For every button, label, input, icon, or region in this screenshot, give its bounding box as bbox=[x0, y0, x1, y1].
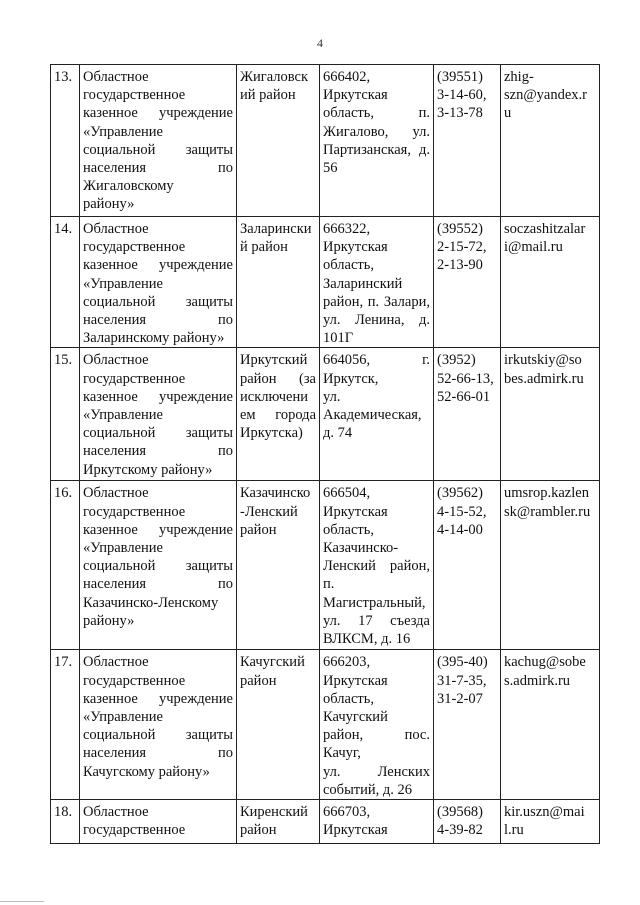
organization-name-line: населения по bbox=[83, 160, 233, 177]
organization-name-line: государственное bbox=[83, 503, 186, 520]
phone-numbers-line: 3-13-78 bbox=[437, 105, 483, 122]
organization-name-line: Казачинско-Ленскому bbox=[83, 594, 219, 611]
email-address-line: i@mail.ru bbox=[504, 239, 563, 256]
organization-name-line: «Управление bbox=[83, 540, 163, 557]
organization-name-line: населения по bbox=[83, 745, 233, 762]
district-name-line: Иркутский bbox=[240, 352, 308, 369]
phone-numbers-line: 3-14-60, bbox=[437, 87, 487, 104]
table-body bbox=[51, 65, 600, 844]
district-name-line: -Ленский bbox=[240, 503, 298, 520]
email-address-line: l.ru bbox=[504, 822, 524, 839]
postal-address-line: 666203, bbox=[323, 654, 371, 671]
postal-address-line: область, п. bbox=[323, 105, 430, 122]
postal-address bbox=[320, 650, 434, 800]
district-name-line: Киренский bbox=[240, 804, 308, 821]
table-row bbox=[51, 217, 600, 348]
district-name-line: исключени bbox=[240, 388, 309, 405]
postal-address-line: Партизанская, д. bbox=[323, 141, 430, 158]
organization-name-line: населения по bbox=[83, 312, 233, 329]
postal-address-line: ул. Ленских bbox=[323, 763, 430, 780]
organization-name-line: «Управление bbox=[83, 275, 163, 292]
phone-numbers-line: 52-66-01 bbox=[437, 388, 491, 405]
organization-name-line: «Управление bbox=[83, 123, 163, 140]
postal-address-line: район, пос. bbox=[323, 727, 430, 744]
phone-numbers bbox=[434, 800, 501, 844]
postal-address bbox=[320, 800, 434, 844]
postal-address bbox=[320, 481, 434, 650]
district-name-line: район (за bbox=[240, 370, 316, 387]
postal-address-line: Иркутская bbox=[323, 87, 388, 104]
organization-name bbox=[80, 650, 237, 800]
district-name-line: Качугский bbox=[240, 654, 305, 671]
postal-address-line: район, п. Залари, bbox=[323, 293, 430, 310]
organization-name bbox=[80, 348, 237, 481]
postal-address-line: Иркутск, bbox=[323, 370, 379, 387]
organization-name-line: району» bbox=[83, 612, 135, 629]
row-number: 16. bbox=[51, 481, 80, 650]
postal-address-line: область, bbox=[323, 257, 374, 274]
postal-address-line: 666322, bbox=[323, 221, 371, 237]
organization-name bbox=[80, 800, 237, 844]
district-name-line: район bbox=[240, 521, 277, 538]
phone-numbers-line: 2-15-72, bbox=[437, 239, 487, 256]
postal-address-line: Ленский район, bbox=[323, 558, 430, 575]
email-address-line: zhig- bbox=[504, 69, 534, 85]
organization-name-line: Областное bbox=[83, 654, 149, 671]
postal-address-line: Жигалово, ул. bbox=[323, 123, 430, 140]
district-name-line: Казачинско bbox=[240, 485, 311, 502]
postal-address-line: Заларинский bbox=[323, 275, 403, 292]
postal-address-line: 666504, bbox=[323, 485, 371, 502]
organization-name-line: Областное bbox=[83, 485, 149, 502]
district-name bbox=[237, 800, 320, 844]
social-protection-offices-table bbox=[50, 64, 600, 844]
district-name bbox=[237, 65, 320, 217]
postal-address-line: ул. 17 съезда bbox=[323, 612, 430, 629]
phone-numbers-line: 31-2-07 bbox=[437, 690, 483, 707]
organization-name-line: социальной защиты bbox=[83, 425, 233, 442]
postal-address-line: д. 74 bbox=[323, 425, 353, 442]
email-address bbox=[501, 348, 600, 481]
district-name bbox=[237, 650, 320, 800]
organization-name-line: населения по bbox=[83, 443, 233, 460]
postal-address-line: Иркутская bbox=[323, 503, 388, 520]
page-number: 4 bbox=[317, 36, 323, 50]
phone-numbers bbox=[434, 217, 501, 348]
email-address-line: kir.uszn@mai bbox=[504, 804, 585, 821]
organization-name-line: Заларинскому району» bbox=[83, 330, 225, 347]
postal-address-line: ул. bbox=[323, 388, 341, 405]
postal-address-line: 664056, г. bbox=[323, 352, 430, 369]
email-address-line: bes.admirk.ru bbox=[504, 370, 584, 387]
email-address-line: kachug@sobe bbox=[504, 654, 586, 671]
postal-address-line: 56 bbox=[323, 160, 338, 177]
organization-name-line: социальной защиты bbox=[83, 293, 233, 310]
organization-name-line: социальной защиты bbox=[83, 141, 233, 158]
table-row bbox=[51, 65, 600, 217]
row-number: 18. bbox=[51, 800, 80, 844]
phone-numbers bbox=[434, 348, 501, 481]
postal-address-line: 101Г bbox=[323, 330, 354, 347]
email-address bbox=[501, 650, 600, 800]
email-address bbox=[501, 217, 600, 348]
postal-address-line: Качугский bbox=[323, 709, 388, 726]
table-row bbox=[51, 348, 600, 481]
email-address-line: sk@rambler.ru bbox=[504, 503, 591, 520]
phone-numbers-line: (39551) bbox=[437, 69, 483, 85]
district-name-line: й район bbox=[240, 239, 288, 256]
phone-numbers bbox=[434, 481, 501, 650]
postal-address-line: Академическая, bbox=[323, 407, 422, 424]
organization-name-line: Иркутскому району» bbox=[83, 461, 213, 478]
district-name-line: район bbox=[240, 822, 277, 839]
email-address-line: szn@yandex.r bbox=[504, 87, 588, 104]
phone-numbers-line: (39568) bbox=[437, 804, 483, 821]
organization-name-line: Областное bbox=[83, 69, 149, 85]
postal-address bbox=[320, 65, 434, 217]
postal-address-line: Иркутская bbox=[323, 239, 388, 256]
organization-name-line: Качугскому району» bbox=[83, 763, 210, 780]
phone-numbers bbox=[434, 65, 501, 217]
organization-name-line: социальной защиты bbox=[83, 558, 233, 575]
organization-name-line: «Управление bbox=[83, 407, 163, 424]
organization-name-line: Областное bbox=[83, 221, 149, 237]
organization-name-line: казенное учреждение bbox=[83, 257, 233, 274]
district-name bbox=[237, 217, 320, 348]
organization-name-line: казенное учреждение bbox=[83, 690, 233, 707]
district-name bbox=[237, 348, 320, 481]
district-name-line: ий район bbox=[240, 87, 296, 104]
organization-name-line: Областное bbox=[83, 804, 149, 821]
postal-address-line: Иркутская bbox=[323, 672, 388, 689]
postal-address-line: 666402, bbox=[323, 69, 371, 85]
row-number: 15. bbox=[51, 348, 80, 481]
district-name-line: Иркутска) bbox=[240, 425, 303, 442]
phone-numbers bbox=[434, 650, 501, 800]
organization-name-line: социальной защиты bbox=[83, 727, 233, 744]
phone-numbers-line: 4-14-00 bbox=[437, 521, 483, 538]
email-address bbox=[501, 65, 600, 217]
scan-edge-mark bbox=[0, 901, 44, 902]
table-row bbox=[51, 481, 600, 650]
phone-numbers-line: 31-7-35, bbox=[437, 672, 487, 689]
organization-name bbox=[80, 65, 237, 217]
postal-address-line: Магистральный, bbox=[323, 594, 426, 611]
email-address-line: umsrop.kazlen bbox=[504, 485, 589, 502]
district-name-line: район bbox=[240, 672, 277, 689]
phone-numbers-line: 4-39-82 bbox=[437, 822, 483, 839]
phone-numbers-line: 2-13-90 bbox=[437, 257, 483, 274]
postal-address-line: п. bbox=[323, 576, 335, 593]
organization-name-line: государственное bbox=[83, 370, 186, 387]
postal-address-line: 666703, bbox=[323, 804, 371, 821]
postal-address-line: ул. Ленина, д. bbox=[323, 312, 430, 329]
organization-name-line: государственное bbox=[83, 87, 186, 104]
row-number: 17. bbox=[51, 650, 80, 800]
postal-address-line: событий, д. 26 bbox=[323, 781, 413, 798]
email-address bbox=[501, 800, 600, 844]
organization-name bbox=[80, 217, 237, 348]
organization-name-line: казенное учреждение bbox=[83, 388, 233, 405]
organization-name-line: государственное bbox=[83, 822, 186, 839]
email-address-line: u bbox=[504, 105, 512, 122]
organization-name-line: району» bbox=[83, 196, 135, 213]
phone-numbers-line: (395-40) bbox=[437, 654, 488, 671]
district-name-line: Заларински bbox=[240, 221, 312, 237]
postal-address-line: Казачинско- bbox=[323, 540, 399, 557]
postal-address-line: Иркутская bbox=[323, 822, 388, 839]
row-number: 13. bbox=[51, 65, 80, 217]
phone-numbers-line: (3952) bbox=[437, 352, 476, 369]
organization-name bbox=[80, 481, 237, 650]
district-name-line: ем города bbox=[240, 407, 316, 424]
district-name bbox=[237, 481, 320, 650]
postal-address-line: область, bbox=[323, 690, 374, 707]
organization-name-line: государственное bbox=[83, 239, 186, 256]
postal-address bbox=[320, 217, 434, 348]
email-address bbox=[501, 481, 600, 650]
email-address-line: irkutskiy@so bbox=[504, 352, 582, 369]
postal-address-line: ВЛКСМ, д. 16 bbox=[323, 631, 411, 648]
phone-numbers-line: 52-66-13, bbox=[437, 370, 494, 387]
email-address-line: soczashitzalar bbox=[504, 221, 586, 237]
phone-numbers-line: (39562) bbox=[437, 485, 483, 502]
organization-name-line: «Управление bbox=[83, 709, 163, 726]
phone-numbers-line: (39552) bbox=[437, 221, 483, 237]
organization-name-line: Жигаловскому bbox=[83, 178, 174, 195]
phone-numbers-line: 4-15-52, bbox=[437, 503, 487, 520]
table-row bbox=[51, 800, 600, 844]
organization-name-line: Областное bbox=[83, 352, 149, 369]
organization-name-line: населения по bbox=[83, 576, 233, 593]
organization-name-line: государственное bbox=[83, 672, 186, 689]
email-address-line: s.admirk.ru bbox=[504, 672, 571, 689]
row-number: 14. bbox=[51, 217, 80, 348]
table-row bbox=[51, 650, 600, 800]
postal-address-line: Качуг, bbox=[323, 745, 361, 762]
postal-address bbox=[320, 348, 434, 481]
postal-address-line: область, bbox=[323, 521, 374, 538]
district-name-line: Жигаловск bbox=[240, 69, 308, 85]
organization-name-line: казенное учреждение bbox=[83, 105, 233, 122]
organization-name-line: казенное учреждение bbox=[83, 521, 233, 538]
